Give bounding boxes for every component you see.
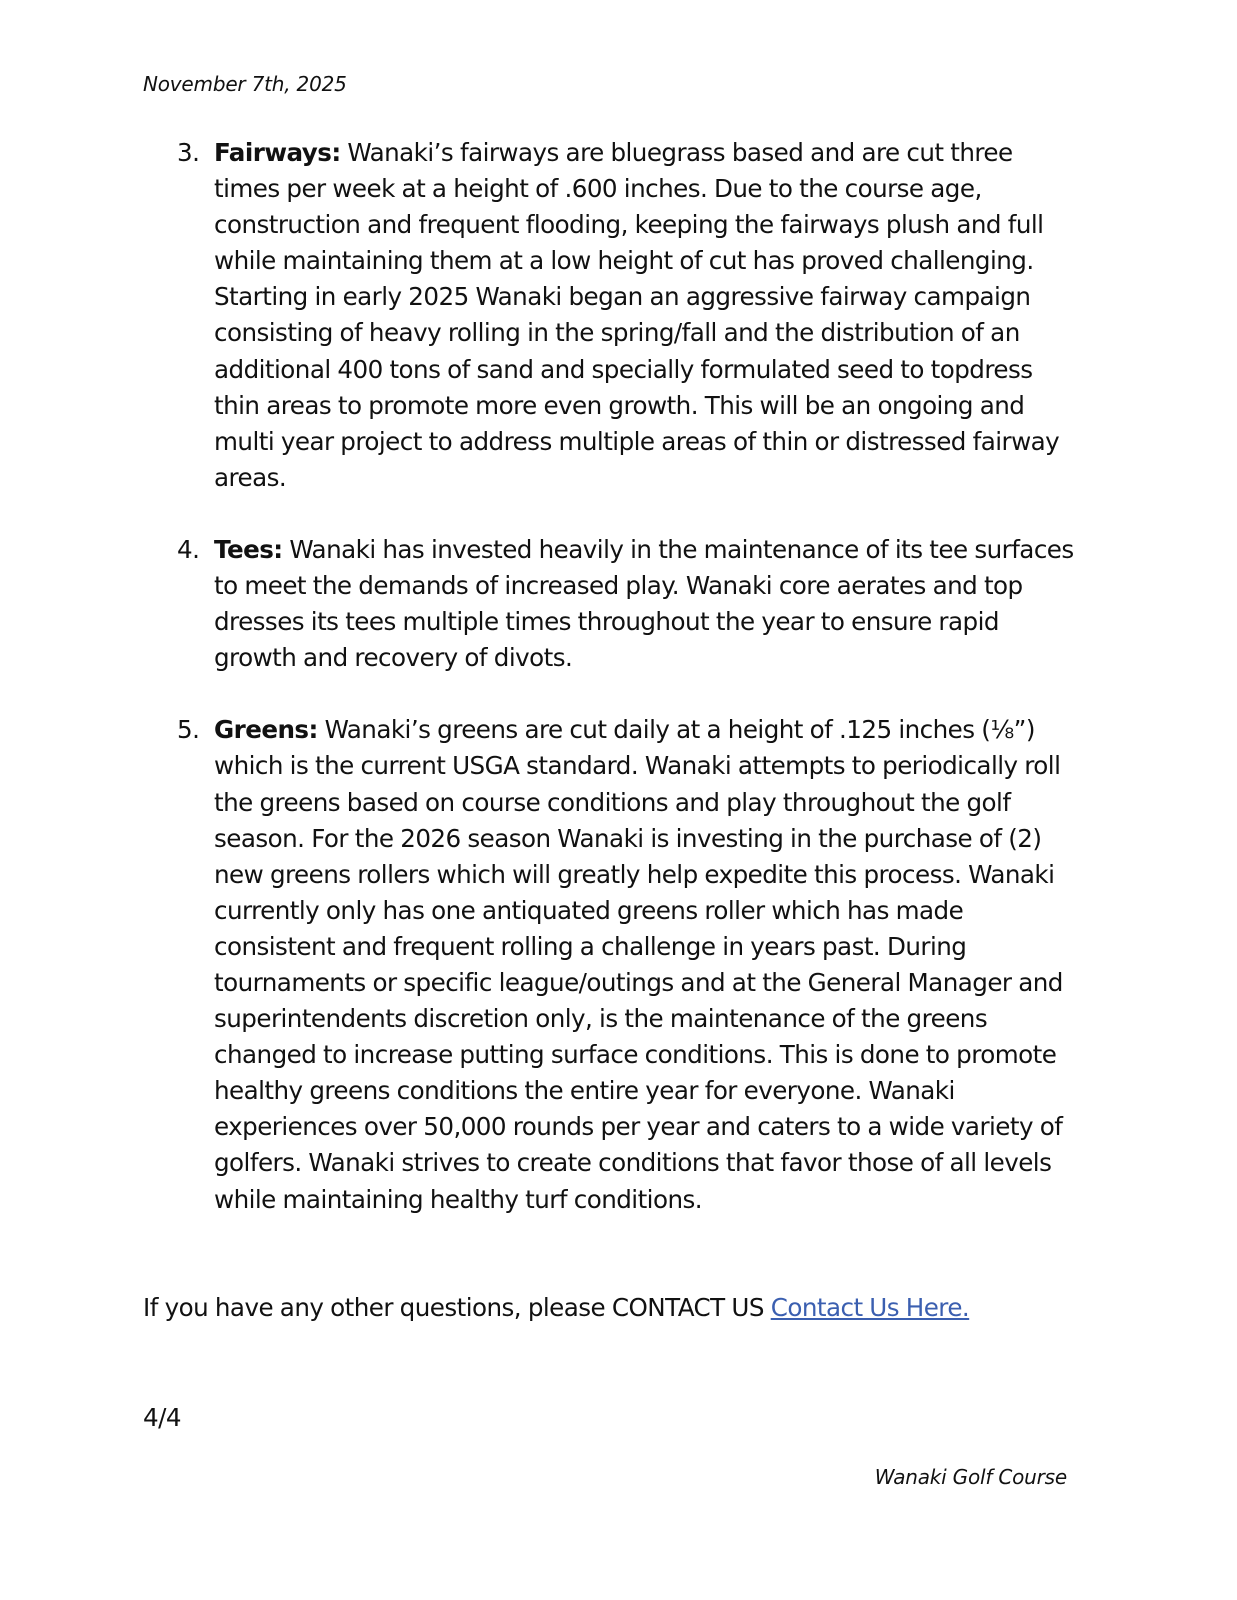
maintenance-list xyxy=(143,135,1083,1254)
list-item-tees xyxy=(143,532,1083,676)
section-body: Wanaki has invested heavily in the maintenance of its tee surfaces to meet the demands of increased play. Wanaki core aerates and top dresses its tees multiple times throughout the year to ensure rapid growth and recovery of divots. xyxy=(214,534,1074,673)
section-body: Wanaki’s fairways are bluegrass based and are cut three times per week at a height of .600 inches. Due to the course age, construction and frequent flooding, keeping the fairways plush and full while maintaining them at a low height of cut has proved challenging. Starting in early 2025 Wanaki began an aggressive fairway campaign consisting of heavy rolling in the spring/fall and the distribution of an additional 400 tons of sand and specially formulated seed to topdress thin areas to promote more even growth. This will be an ongoing and multi year project to address multiple areas of thin or distressed fairway areas. xyxy=(214,138,1060,492)
list-number: 5. xyxy=(177,715,200,745)
contact-text: If you have any other questions, please CONTACT US xyxy=(143,1293,771,1322)
document-date: November 7th, 2025 xyxy=(143,72,347,96)
section-title: Greens: xyxy=(214,715,318,745)
page-number: 4/4 xyxy=(143,1403,182,1432)
footer-course-name: Wanaki Golf Course xyxy=(874,1465,1067,1489)
list-item-fairways xyxy=(143,135,1083,496)
section-title: Tees: xyxy=(214,534,283,564)
list-number: 3. xyxy=(177,138,200,167)
section-body: Wanaki’s greens are cut daily at a height of .125 inches (⅛”) which is the current USGA standard. Wanaki attempts to periodically roll the greens based on course conditions and play throughout the golf season. For the 2026 season Wanaki is investing in the purchase of (2) new greens rollers which will greatly help expedite this process. Wanaki currently only has one antiquated greens roller which has made consistent and frequent rolling a challenge in years past. During tournaments or specific league/outings and at the General Manager and superintendents discretion only, is the maintenance of the greens changed to increase putting surface conditions. This is done to promote healthy greens conditions the entire year for everyone. Wanaki experiences over 50,000 rounds per year and caters to a wide variety of golfers. Wanaki strives to create conditions that favor those of all levels while maintaining healthy turf conditions. xyxy=(214,715,1063,1214)
contact-paragraph xyxy=(143,1290,1143,1326)
list-number: 4. xyxy=(177,534,200,564)
list-item-greens xyxy=(143,712,1083,1217)
section-title: Fairways: xyxy=(214,138,341,167)
contact-us-link[interactable]: Contact Us Here. xyxy=(770,1293,970,1322)
